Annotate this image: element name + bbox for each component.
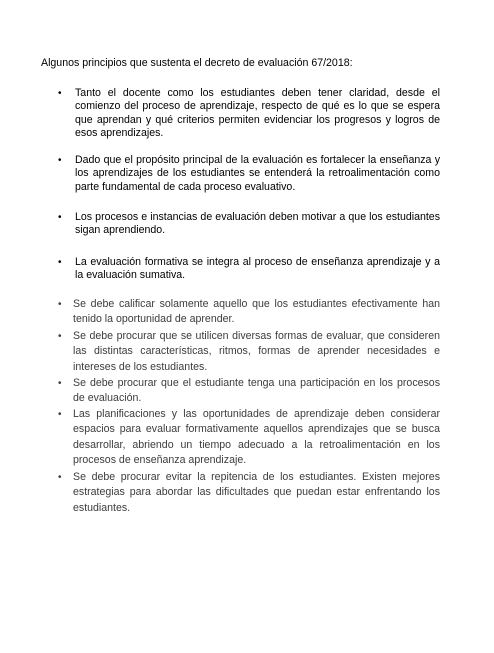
bullet-icon: •: [58, 155, 62, 166]
list-item-text: Las planificaciones y las oportunidades de aprendizaje deben considerar espacios para evaluar formativamente aquellos aprendizajes que se busca desarrollar, abriendo un tiempo adecuado a la retroalimentación en los procesos de enseñanza aprendizaje.: [73, 408, 440, 467]
list-item: [58, 297, 440, 328]
list-item: [58, 211, 440, 238]
list-item-text: Los procesos e instancias de evaluación deben motivar a que los estudiantes sigan aprendiendo.: [75, 211, 440, 237]
bullet-icon: •: [58, 472, 62, 483]
list-item: [58, 470, 440, 516]
list-item: [58, 87, 440, 141]
list-item-text: La evaluación formativa se integra al proceso de enseñanza aprendizaje y a la evaluación sumativa.: [75, 256, 440, 282]
bullet-icon: •: [58, 299, 62, 310]
bullet-icon: •: [58, 88, 62, 99]
list-item-text: Se debe procurar que se utilicen diversas formas de evaluar, que consideren las distintas características, ritmos, formas de aprender necesidades e intereses de los estudiantes.: [73, 330, 440, 373]
list-item: [58, 407, 440, 469]
list-item-text: Dado que el propósito principal de la evaluación es fortalecer la enseñanza y los aprendizajes de los estudiantes se entenderá la retroalimentación como parte fundamental de cada proceso evaluativo.: [75, 154, 440, 193]
list-item-text: Se debe procurar que el estudiante tenga una participación en los procesos de evaluación.: [73, 377, 440, 405]
list-item-text: Se debe procurar evitar la repitencia de los estudiantes. Existen mejores estrategias para abordar las dificultades que puedan estar enfrentando los estudiantes.: [73, 471, 440, 514]
list-item: [58, 376, 440, 407]
bullet-icon: •: [58, 409, 62, 420]
list-item: [58, 256, 440, 283]
bullet-icon: •: [58, 378, 62, 389]
bullet-icon: •: [58, 331, 62, 342]
list-item: [58, 154, 440, 194]
list-item-text: Tanto el docente como los estudiantes deben tener claridad, desde el comienzo del proceso de aprendizaje, respecto de qué es lo que se espera que aprendan y qué criterios permiten evidenciar los progresos y logros de esos aprendizajes.: [75, 87, 440, 140]
list-item-text: Se debe calificar solamente aquello que los estudiantes efectivamente han tenido la oportunidad de aprender.: [73, 298, 440, 326]
document-heading: Algunos principios que sustenta el decreto de evaluación 67/2018:: [41, 57, 353, 69]
bullet-icon: •: [58, 212, 62, 223]
list-item: [58, 329, 440, 375]
bullet-icon: •: [58, 257, 62, 268]
